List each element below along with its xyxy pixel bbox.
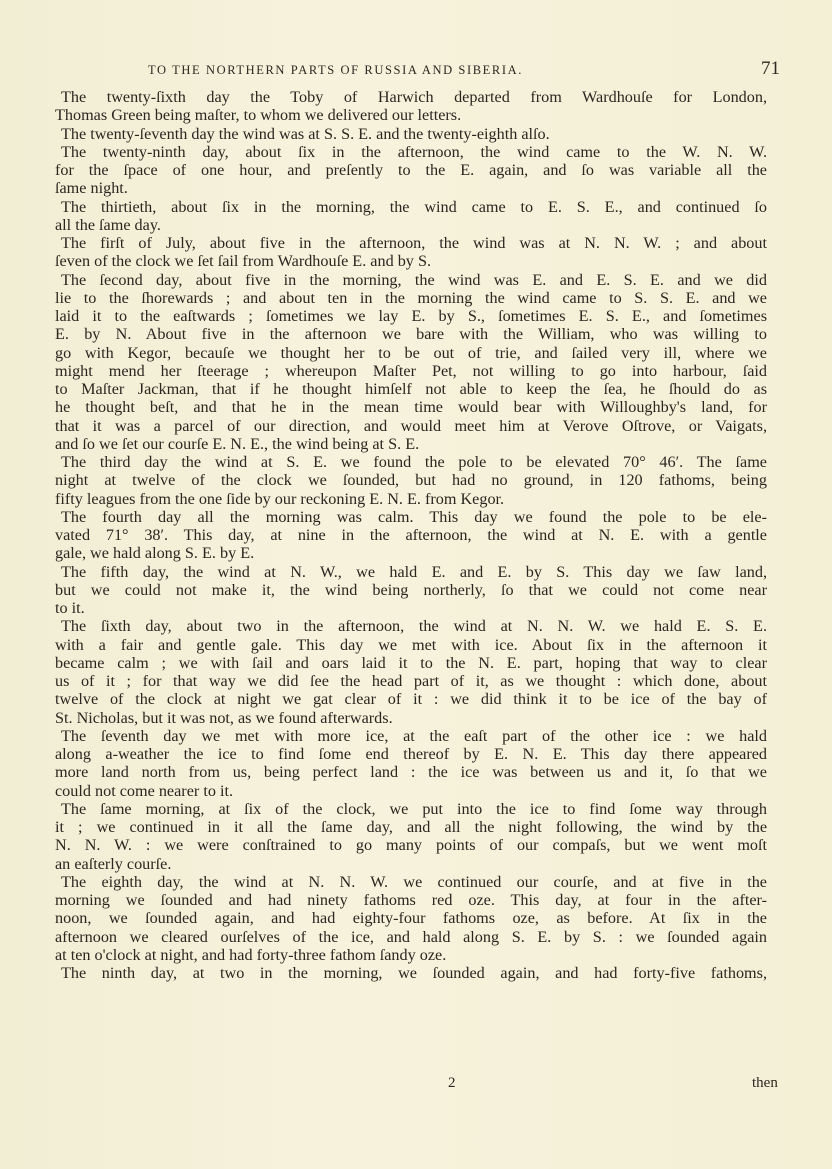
paragraph-first-line: The ſeventh day we met with more ice, at the eaſt part of the other ice : we hald — [61, 726, 767, 745]
text-line: more land north from us, being perfect land : the ice was between us and it, ſo that we — [55, 763, 767, 782]
paragraph-first-line: The ſixth day, about two in the afternoon, the wind at N. N. W. we hald E. S. E. — [61, 617, 767, 636]
text-line: night at twelve of the clock we ſounded, but had no ground, in 120 fathoms, being — [55, 471, 767, 490]
text-line: E. by N. About five in the afternoon we bare with the William, who was willing to — [55, 325, 767, 344]
running-title: TO THE NORTHERN PARTS OF RUSSIA AND SIBERIA. — [148, 63, 523, 77]
paragraph-first-line: The ſame morning, at ſix of the clock, we put into the ice to find ſome way through — [61, 799, 767, 818]
text-line: noon, we ſounded again, and had eighty-four fathoms oze, as before. At ſix in the — [55, 909, 767, 928]
text-line: along a-weather the ice to find ſome end thereof by E. N. E. This day there appeared — [55, 745, 767, 763]
text-line: St. Nicholas, but it was not, as we found afterwards. — [55, 708, 393, 727]
text-line: might mend her ſteerage ; whereupon Maſter Pet, not willing to go into harbour, ſaid — [55, 361, 767, 380]
text-line: he thought beſt, and that he in the mean time would bear with Willoughby's land, for — [55, 398, 767, 417]
text-line: fifty leagues from the one ſide by our reckoning E. N. E. from Kegor. — [55, 489, 505, 508]
text-line: afternoon we cleared ourſelves of the ice, and hald along S. E. by S. : we ſounded again — [55, 927, 767, 946]
paragraph-first-line: The third day the wind at S. E. we found the pole to be elevated 70° 46′. The ſame — [61, 453, 767, 471]
page-number: 71 — [761, 58, 780, 79]
text-line: at ten o'clock at night, and had forty-three fathom ſandy oze. — [55, 945, 447, 964]
paragraph-first-line: The fifth day, the wind at N. W., we hald E. and E. by S. This day we ſaw land, — [61, 562, 767, 581]
text-line: Thomas Green being maſter, to whom we delivered our letters. — [55, 106, 462, 125]
paragraph-first-line: The twenty-ninth day, about ſix in the afternoon, the wind came to the W. N. W. — [61, 142, 767, 161]
text-line: with a fair and gentle gale. This day we met with ice. About ſix in the afternoon it — [55, 635, 767, 654]
text-line: for the ſpace of one hour, and preſently to the E. again, and ſo was variable all the — [55, 161, 767, 179]
signature-mark: 2 — [448, 1075, 456, 1091]
text-line: morning we ſounded and had ninety fathoms red oze. This day, at four in the after- — [55, 891, 767, 909]
text-line: it ; we continued in it all the ſame day, and all the night following, the wind by the — [55, 818, 767, 836]
catchword: then — [752, 1075, 778, 1091]
text-line: laid it to the eaſtwards ; ſometimes we lay E. by S., ſometimes E. S. E., and ſometimes — [55, 307, 767, 325]
paragraph-first-line: The firſt of July, about five in the afternoon, the wind was at N. N. W. ; and about — [61, 234, 767, 252]
text-line: to it. — [55, 599, 85, 617]
page-footer — [0, 1075, 832, 1097]
text-line: N. N. W. : we were conſtrained to go many points of our compaſs, but we went moſt — [55, 836, 767, 855]
paragraph-first-line: The twenty-ſeventh day the wind was at S. S. E. and the twenty-eighth alſo. — [61, 124, 550, 143]
text-line: go with Kegor, becauſe we thought her to be out of trie, and ſailed very ill, where we — [55, 343, 767, 362]
text-line: an eaſterly courſe. — [55, 854, 172, 873]
text-line: became calm ; we with ſail and oars laid it to the N. E. part, hoping that way to clear — [55, 653, 767, 672]
paragraph-first-line: The twenty-ſixth day the Toby of Harwich departed from Wardhouſe for London, — [61, 88, 767, 106]
body-text — [55, 88, 767, 982]
text-line: twelve of the clock at night we gat clear of it : we did think it to be ice of the bay of — [55, 690, 767, 709]
paragraph-first-line: The eighth day, the wind at N. N. W. we continued our courſe, and at five in the — [61, 872, 767, 891]
text-line: vated 71° 38′. This day, at nine in the afternoon, the wind at N. E. with a gentle — [55, 526, 767, 544]
paragraph-first-line: The thirtieth, about ſix in the morning, the wind came to E. S. E., and continued ſo — [61, 197, 767, 216]
text-line: gale, we hald along S. E. by E. — [55, 544, 255, 563]
text-line: us of it ; for that way we did ſee the head part of it, as we thought : which done, about — [55, 672, 767, 690]
text-line: ſeven of the clock we ſet ſail from Wardhouſe E. and by S. — [55, 252, 431, 271]
text-line: could not come nearer to it. — [55, 781, 233, 800]
text-line: but we could not make it, the wind being northerly, ſo that we could not come near — [55, 580, 767, 599]
text-line: that it was a parcel of our direction, and would meet him at Verove Oſtrove, or Vaigats, — [55, 416, 767, 435]
paragraph-first-line: The ſecond day, about five in the morning, the wind was E. and E. S. E. and we did — [61, 270, 767, 289]
text-line: all the ſame day. — [55, 215, 161, 234]
paragraph-first-line: The fourth day all the morning was calm. This day we found the pole to be ele- — [61, 507, 767, 526]
text-line: to Maſter Jackman, that if he thought himſelf not able to keep the ſea, he ſhould do as — [55, 380, 767, 398]
text-line: lie to the ſhorewards ; and about ten in the morning the wind came to S. S. E. and we — [55, 288, 767, 307]
text-line: ſame night. — [55, 179, 128, 198]
text-line: and ſo we ſet our courſe E. N. E., the wind being at S. E. — [55, 434, 420, 453]
running-head — [140, 58, 780, 81]
paragraph-first-line: The ninth day, at two in the morning, we ſounded again, and had forty-five fathoms, — [61, 964, 767, 982]
